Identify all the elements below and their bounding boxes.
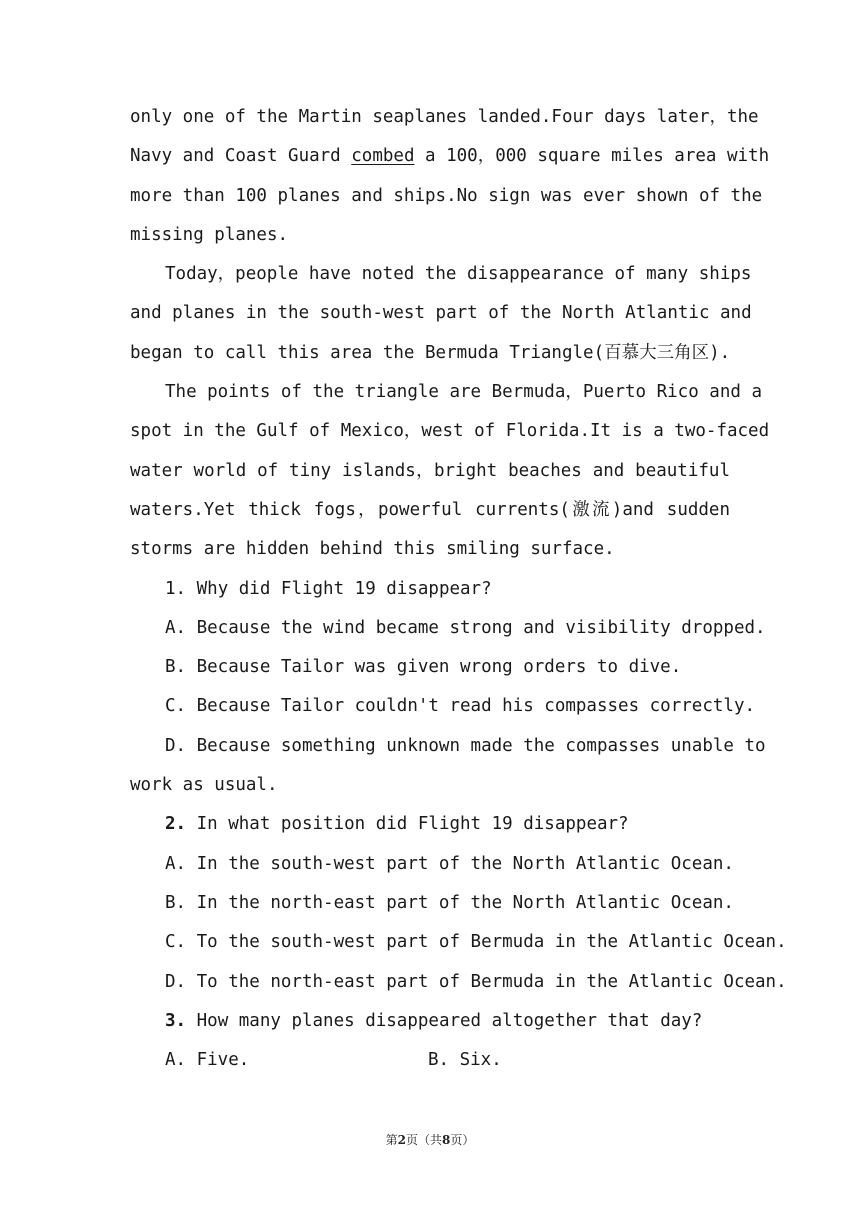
question-1-option-d: D. Because something unknown made the compasses unable to [165, 735, 766, 756]
question-1-option-b: B. Because Tailor was given wrong orders to dive. [165, 657, 682, 678]
question-3-option-a: A. Five. [165, 1050, 250, 1071]
document-body [130, 98, 787, 1080]
passage-line: water world of tiny islands，bright beaches and beautiful [130, 460, 730, 481]
question-2-option-a: A. In the south-west part of the North Atlantic Ocean. [165, 853, 734, 874]
passage-line: more than 100 planes and ships.No sign was ever shown of the [130, 185, 763, 206]
question-text: In what position did Flight 19 disappear? [196, 814, 629, 835]
passage-line: only one of the Martin seaplanes landed.Four days later，the [130, 107, 759, 127]
question-2-stem [130, 805, 730, 844]
question-2-option-d: D. To the north-east part of Bermuda in the Atlantic Ocean. [165, 971, 787, 992]
passage-text: a 100，000 square miles area with [414, 146, 770, 167]
question-number: 3. [165, 1010, 187, 1031]
passage-line: missing planes. [130, 224, 289, 245]
footer-total-pages: 8 [442, 1133, 451, 1147]
page-footer [0, 1131, 860, 1148]
question-text: How many planes disappeared altogether that day? [196, 1010, 703, 1031]
passage-line: began to call this area the Bermuda Triangle(百慕大三角区). [130, 342, 731, 363]
footer-suffix: 页） [450, 1133, 475, 1147]
passage-line: waters.Yet thick fogs，powerful currents(激流)and sudden [130, 499, 730, 520]
passage-line: storms are hidden behind this smiling surface. [130, 539, 615, 560]
question-2-option-b: B. In the north-east part of the North Atlantic Ocean. [165, 892, 734, 913]
passage-line: and planes in the south-west part of the North Atlantic and [130, 303, 752, 324]
passage-line: The points of the triangle are Bermuda，Puerto Rico and a [165, 382, 762, 403]
footer-middle: 页（共 [405, 1133, 442, 1147]
footer-prefix: 第 [385, 1133, 398, 1147]
question-3-options [130, 1041, 730, 1080]
question-1-option-c: C. Because Tailor couldn't read his compasses correctly. [165, 696, 756, 717]
question-1-option-a: A. Because the wind became strong and visibility dropped. [165, 617, 766, 638]
question-2-option-c: C. To the south-west part of Bermuda in the Atlantic Ocean. [165, 932, 787, 953]
question-number: 1. [165, 578, 187, 599]
passage-text: Navy and Coast Guard [130, 146, 352, 167]
footer-page-number: 2 [397, 1133, 406, 1147]
question-text: Why did Flight 19 disappear? [196, 578, 492, 599]
question-1-stem [130, 570, 730, 609]
underlined-word: combed [351, 146, 415, 167]
question-number: 2. [165, 814, 187, 835]
passage-line: spot in the Gulf of Mexico，west of Florida.It is a two-faced [130, 421, 770, 442]
question-3-stem [130, 1002, 730, 1041]
question-1-option-d-cont: work as usual. [130, 775, 278, 796]
passage-line [130, 137, 770, 176]
question-3-option-b: B. Six. [428, 1050, 502, 1071]
passage-line: Today，people have noted the disappearance of many ships [165, 264, 752, 285]
